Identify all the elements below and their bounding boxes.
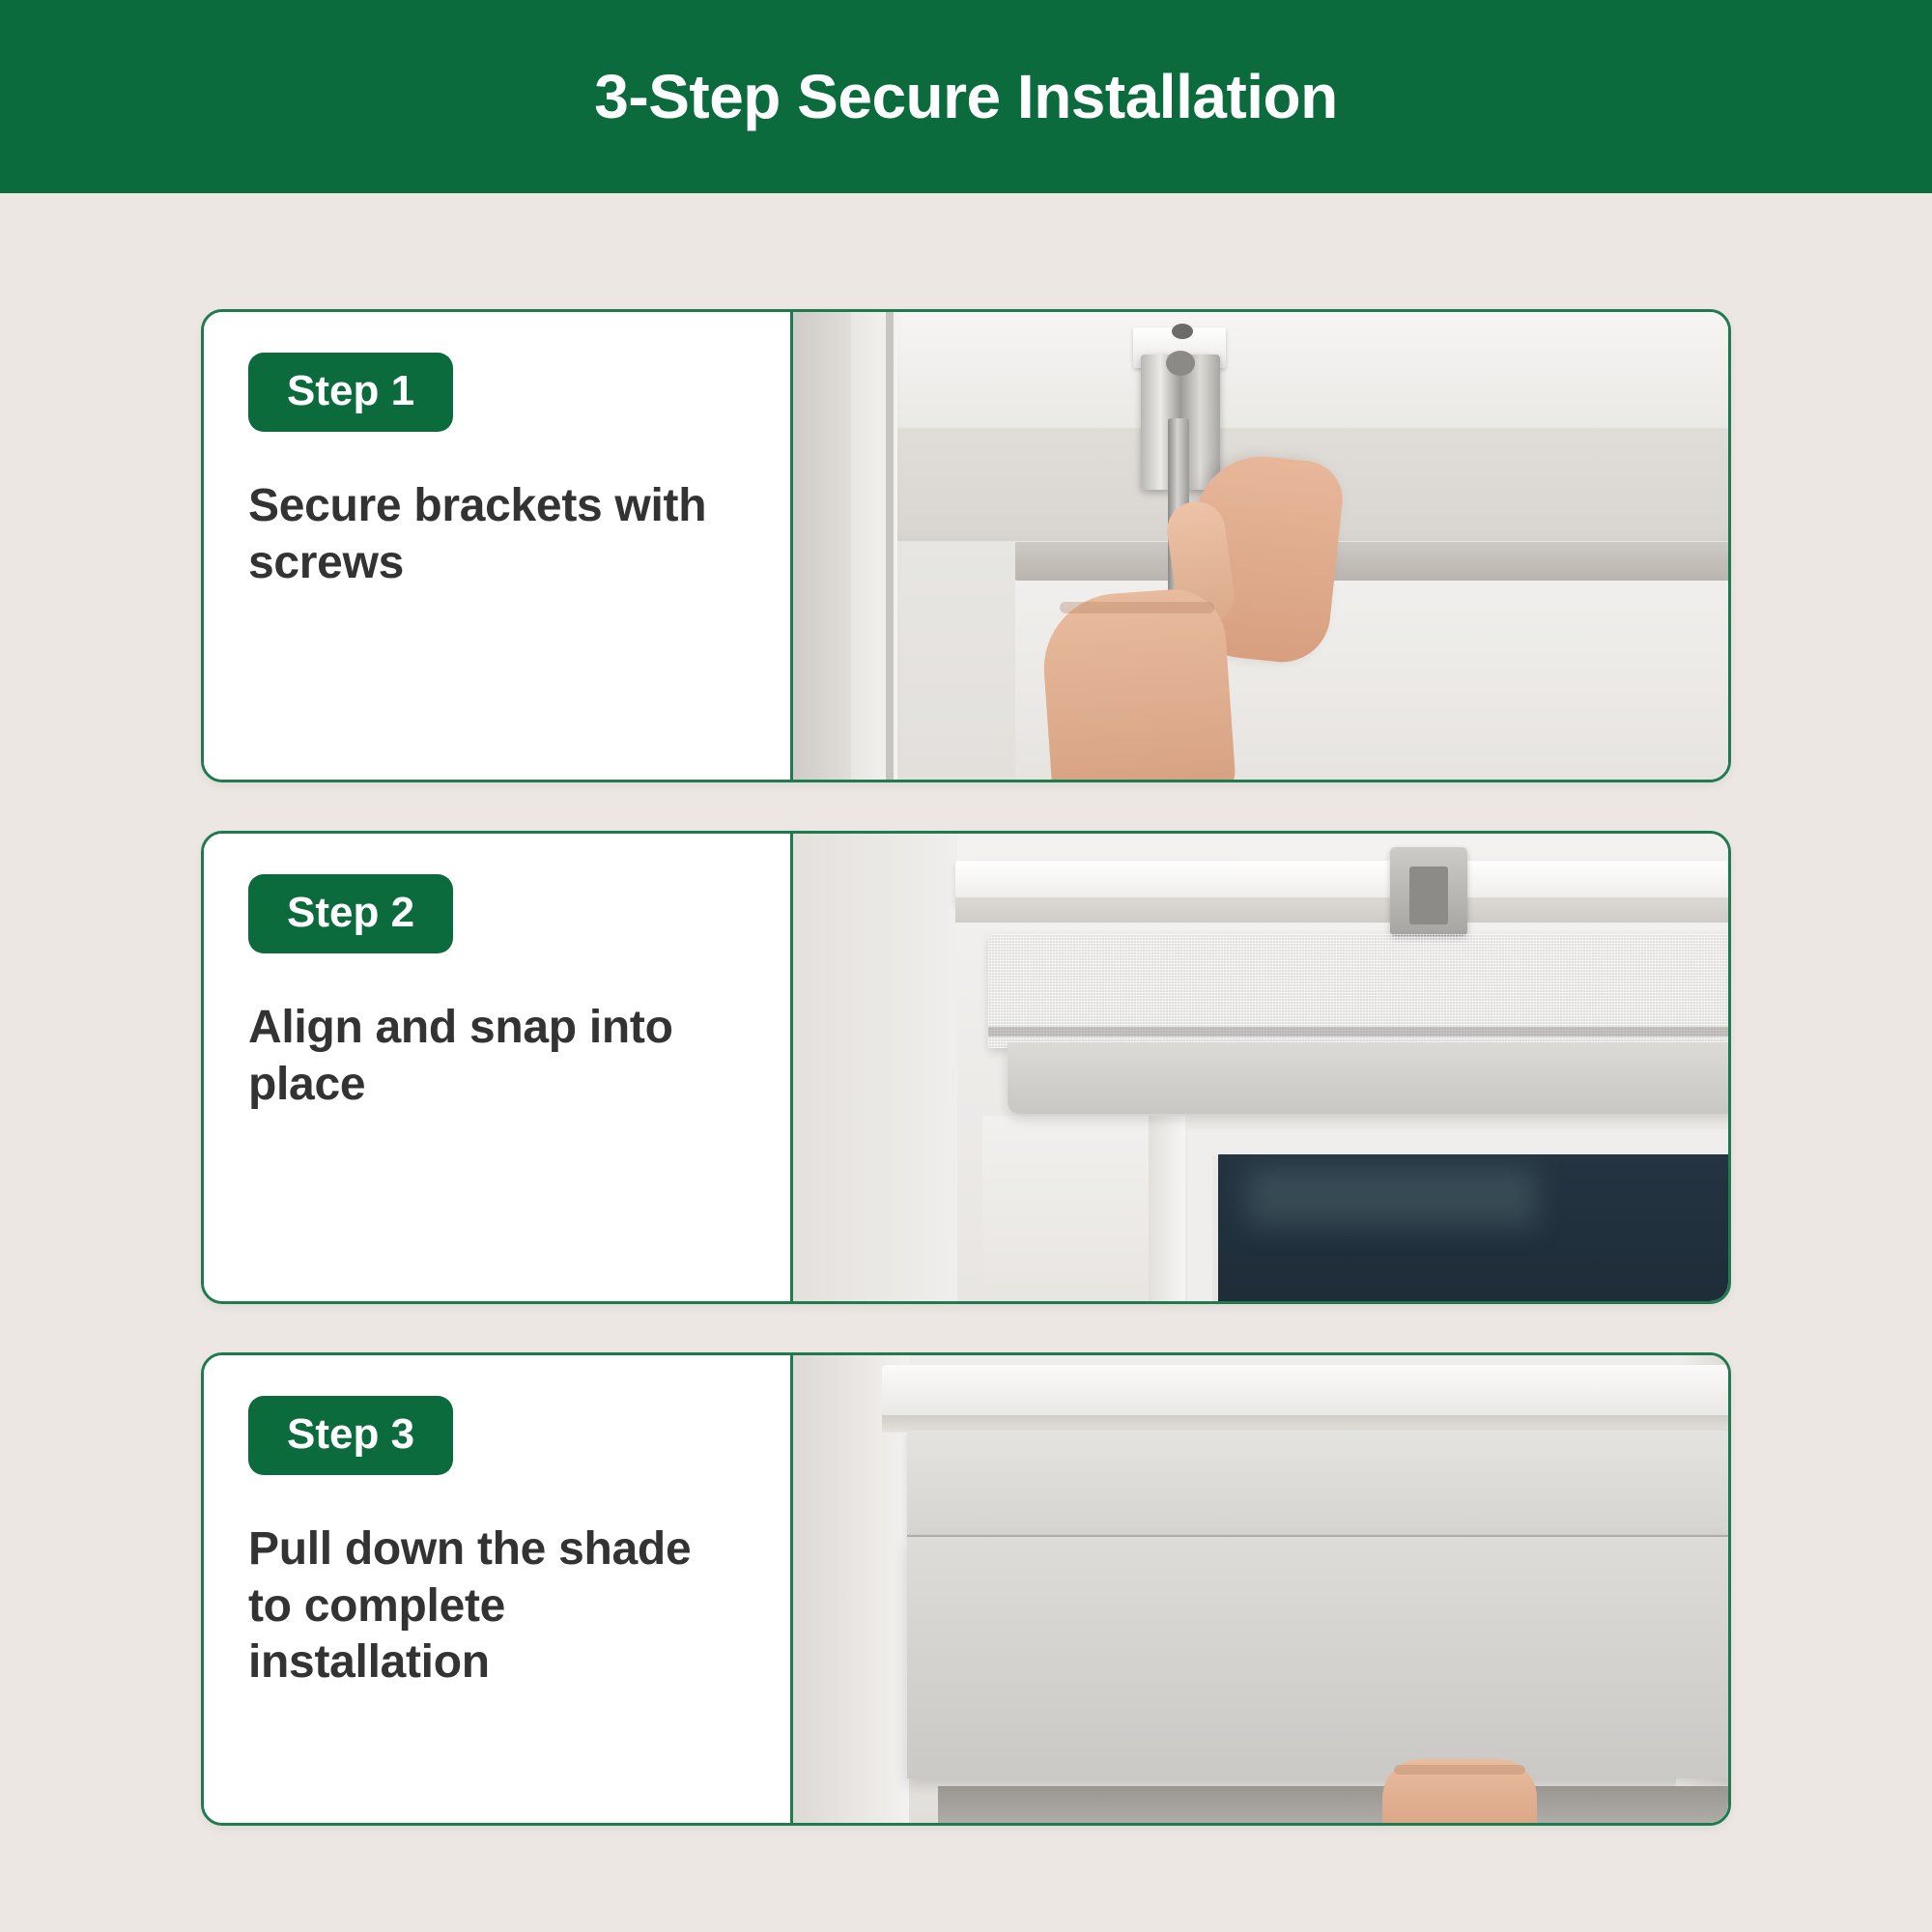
recess-ceiling-icon (793, 312, 1728, 428)
step-2-description: Align and snap into place (248, 1002, 673, 1110)
bracket-screw-hole-icon (1172, 324, 1193, 339)
step-1-description: Secure brackets with screws (248, 480, 707, 588)
shade-bottom-bar-icon (907, 1761, 1728, 1786)
page-title: 3-Step Secure Installation (594, 62, 1338, 131)
shade-headrail-icon (907, 1431, 1728, 1537)
step-2-image (793, 834, 1728, 1301)
step-card-1 (201, 309, 1731, 782)
window-mullion-icon (1149, 1116, 1185, 1301)
window-frame-top-icon (882, 1365, 1728, 1419)
bracket-notch-icon (1166, 351, 1195, 376)
fingers-shading-icon (1394, 1765, 1525, 1775)
window-opening-icon (938, 1786, 1728, 1823)
step-card-2 (201, 831, 1731, 1304)
hand-lower-icon (1039, 586, 1237, 780)
step-3-image (793, 1355, 1728, 1823)
step-3-badge: Step 3 (248, 1396, 453, 1475)
knuckles-shading-icon (1060, 602, 1214, 613)
step-1-text-panel (204, 312, 793, 780)
steps-container (0, 193, 1932, 1826)
shade-fabric-icon (907, 1537, 1728, 1778)
shade-fabric-roll-icon (1008, 1042, 1728, 1114)
step-3-text-panel (204, 1355, 793, 1823)
step-2-badge: Step 2 (248, 874, 453, 953)
step-3-description: Pull down the shade to complete installation (248, 1523, 692, 1689)
page-header (0, 0, 1932, 193)
lower-left-wall-icon (982, 1116, 1156, 1301)
step-1-image (793, 312, 1728, 780)
jamb-shadow-icon (886, 312, 894, 780)
window-sill-icon (1015, 542, 1728, 581)
bracket-slot-icon (1409, 867, 1448, 924)
window-frame-top-shadow-icon (955, 897, 1728, 923)
step-card-3 (201, 1352, 1731, 1826)
step-1-badge: Step 1 (248, 353, 453, 432)
window-sash-icon (1187, 1129, 1728, 1301)
left-wall-icon (793, 834, 957, 1301)
headrail-edge-icon (988, 1027, 1728, 1037)
step-2-text-panel (204, 834, 793, 1301)
